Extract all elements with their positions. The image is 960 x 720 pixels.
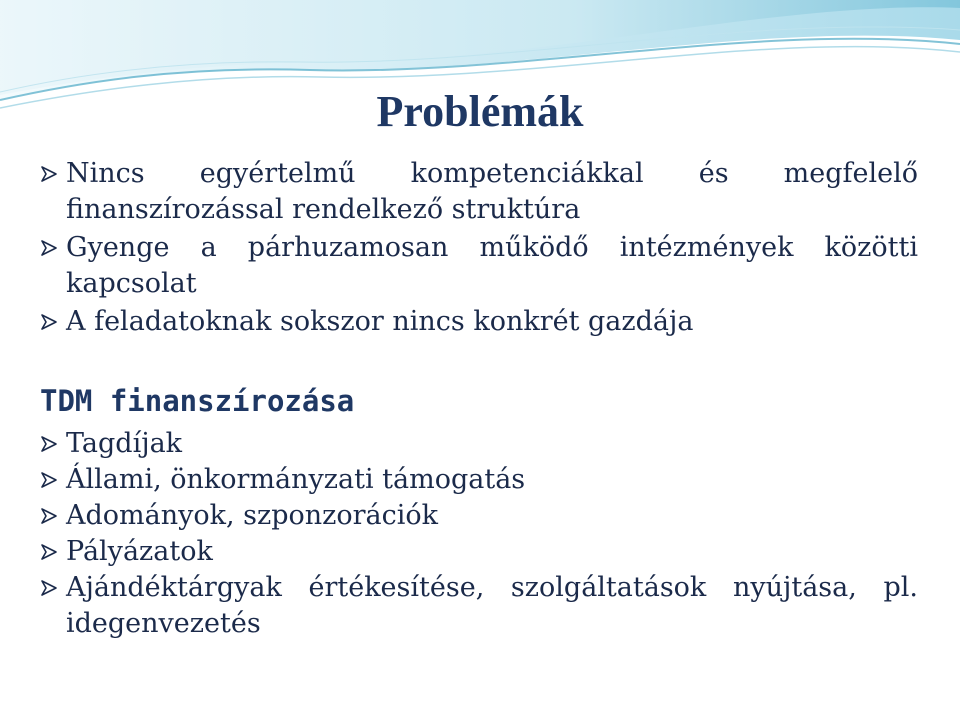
section-heading: TDM finanszírozása <box>40 384 355 418</box>
list-item <box>40 230 918 302</box>
arrowhead-bullet-icon <box>40 507 58 525</box>
arrowhead-bullet-icon <box>40 239 58 257</box>
funding-text: Állami, önkormányzati támogatás <box>66 464 526 495</box>
arrowhead-bullet-icon <box>40 543 58 561</box>
list-item <box>40 156 918 228</box>
arrowhead-bullet-icon <box>40 579 58 597</box>
problems-list <box>40 156 918 342</box>
problem-text: A feladatoknak sokszor nincs konkrét gazdája <box>66 306 694 337</box>
slide-title: Problémák <box>376 87 584 136</box>
funding-text: Adományok, szponzorációk <box>66 500 439 531</box>
list-item <box>40 570 918 642</box>
list-item <box>40 498 918 534</box>
arrowhead-bullet-icon <box>40 313 58 331</box>
arrowhead-bullet-icon <box>40 471 58 489</box>
arrowhead-bullet-icon <box>40 165 58 183</box>
funding-text: Ajándéktárgyak értékesítése, szolgáltatások nyújtása, pl. idegenvezetés <box>66 572 918 639</box>
funding-text: Tagdíjak <box>66 428 183 459</box>
list-item <box>40 304 918 340</box>
problem-text: Gyenge a párhuzamosan működő intézmények közötti kapcsolat <box>66 232 918 299</box>
list-item <box>40 426 918 462</box>
problem-text: Nincs egyértelmű kompetenciákkal és megfelelő finanszírozással rendelkező struktúra <box>66 158 918 225</box>
funding-list <box>40 426 918 642</box>
list-item <box>40 534 918 570</box>
list-item <box>40 462 918 498</box>
arrowhead-bullet-icon <box>40 435 58 453</box>
funding-text: Pályázatok <box>66 536 213 567</box>
